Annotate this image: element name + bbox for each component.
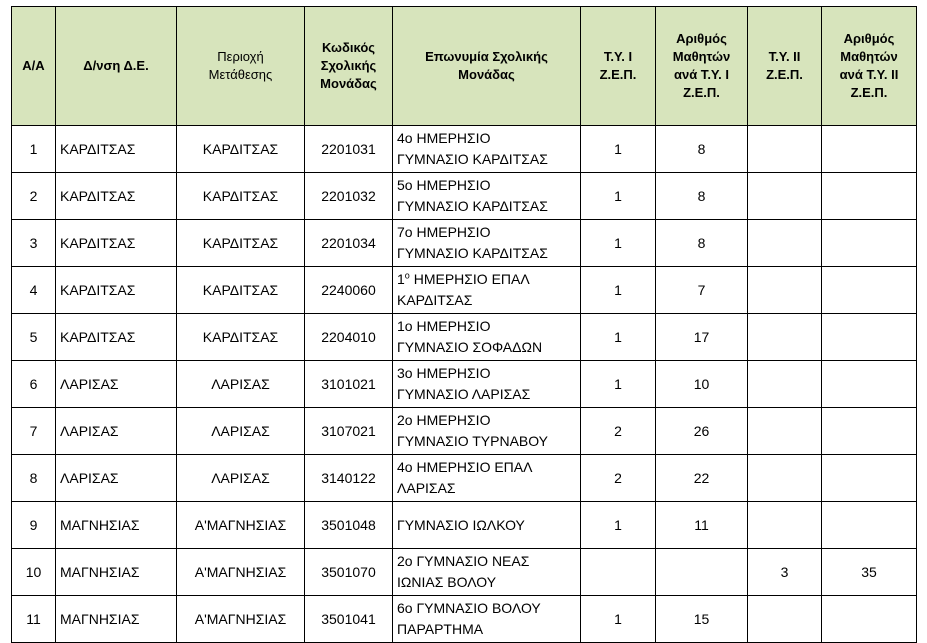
cell-ty1: 1 [581,596,656,643]
header-row [12,7,917,126]
cell-directorate: ΜΑΓΝΗΣΙΑΣ [56,502,177,549]
cell-students2 [822,455,917,502]
cell-code: 2204010 [305,314,393,361]
cell-students2 [822,361,917,408]
cell-aa: 11 [12,596,56,643]
name-line-2: ΛΑΡΙΣΑΣ [397,480,456,496]
cell-students2 [822,267,917,314]
cell-aa: 2 [12,173,56,220]
cell-aa: 10 [12,549,56,596]
table-row [12,455,917,502]
cell-directorate: ΛΑΡΙΣΑΣ [56,361,177,408]
cell-code: 2201034 [305,220,393,267]
header-area: Περιοχή Μετάθεσης [177,7,305,126]
header-ty1: Τ.Υ. Ι Ζ.Ε.Π. [581,7,656,126]
table-row [12,267,917,314]
cell-area: ΛΑΡΙΣΑΣ [177,361,305,408]
cell-students1: 15 [656,596,748,643]
cell-name [393,502,581,549]
cell-ty1: 1 [581,361,656,408]
cell-students1: 26 [656,408,748,455]
cell-ty1: 1 [581,502,656,549]
cell-area: Α'ΜΑΓΝΗΣΙΑΣ [177,596,305,643]
name-line-1: 5ο ΗΜΕΡΗΣΙΟ [397,177,491,193]
cell-code: 2201032 [305,173,393,220]
cell-students1: 8 [656,220,748,267]
cell-ty2 [748,455,822,502]
cell-aa: 8 [12,455,56,502]
name-line-2: ΓΥΜΝΑΣΙΟ ΚΑΡΔΙΤΣΑΣ [397,198,548,214]
cell-ty2: 3 [748,549,822,596]
cell-aa: 1 [12,126,56,173]
name-line-2: ΓΥΜΝΑΣΙΟ ΣΟΦΑΔΩΝ [397,339,543,355]
name-line-1: ΓΥΜΝΑΣΙΟ ΙΩΛΚΟΥ [397,516,525,533]
cell-code: 3501041 [305,596,393,643]
cell-code: 3140122 [305,455,393,502]
cell-directorate: ΜΑΓΝΗΣΙΑΣ [56,549,177,596]
name-line-2: ΙΩΝΙΑΣ ΒΟΛΟΥ [397,574,497,590]
table-row [12,408,917,455]
name-number: 1 [397,271,405,287]
cell-students1 [656,549,748,596]
cell-code: 3501048 [305,502,393,549]
cell-name [393,267,581,314]
cell-ty2 [748,361,822,408]
cell-name [393,596,581,643]
name-line-1: 7ο ΗΜΕΡΗΣΙΟ [397,224,491,240]
name-rest: ΗΜΕΡΗΣΙΟ ΕΠΑΛ [409,271,530,287]
cell-students1: 22 [656,455,748,502]
cell-ty2 [748,408,822,455]
header-ty2: Τ.Υ. ΙΙ Ζ.Ε.Π. [748,7,822,126]
cell-aa: 6 [12,361,56,408]
cell-students1: 7 [656,267,748,314]
cell-directorate: ΛΑΡΙΣΑΣ [56,455,177,502]
header-students1: Αριθμός Μαθητών ανά Τ.Υ. Ι Ζ.Ε.Π. [656,7,748,126]
cell-ty1 [581,549,656,596]
cell-ty2 [748,314,822,361]
cell-ty2 [748,220,822,267]
name-line-2: ΓΥΜΝΑΣΙΟ ΚΑΡΔΙΤΣΑΣ [397,245,548,261]
cell-students1: 8 [656,126,748,173]
cell-ty2 [748,502,822,549]
name-line-2: ΠΑΡΑΡΤΗΜΑ [397,621,484,637]
schools-table [11,6,917,643]
cell-students2 [822,596,917,643]
table-row [12,361,917,408]
table-row [12,549,917,596]
cell-students1: 17 [656,314,748,361]
cell-directorate: ΛΑΡΙΣΑΣ [56,408,177,455]
cell-ty1: 1 [581,126,656,173]
cell-students1: 11 [656,502,748,549]
name-line-1: 3ο ΗΜΕΡΗΣΙΟ [397,365,491,381]
cell-name [393,126,581,173]
cell-ty2 [748,173,822,220]
header-students2: Αριθμός Μαθητών ανά Τ.Υ. ΙΙ Ζ.Ε.Π. [822,7,917,126]
cell-students2 [822,502,917,549]
name-line-1: 2ο ΗΜΕΡΗΣΙΟ [397,412,491,428]
name-line-1 [397,269,576,290]
cell-ty1: 1 [581,173,656,220]
cell-code: 3101021 [305,361,393,408]
cell-name [393,173,581,220]
header-aa: Α/Α [12,7,56,126]
name-superscript: ο [404,270,410,281]
name-line-1: 4ο ΗΜΕΡΗΣΙΟ [397,130,491,146]
cell-students1: 10 [656,361,748,408]
cell-aa: 9 [12,502,56,549]
header-code: Κωδικός Σχολικής Μονάδας [305,7,393,126]
table-row [12,173,917,220]
cell-name [393,455,581,502]
cell-directorate: ΚΑΡΔΙΤΣΑΣ [56,314,177,361]
cell-area: ΚΑΡΔΙΤΣΑΣ [177,220,305,267]
cell-directorate: ΚΑΡΔΙΤΣΑΣ [56,173,177,220]
name-line-2: ΚΑΡΔΙΤΣΑΣ [397,292,473,308]
cell-students1: 8 [656,173,748,220]
cell-area: ΛΑΡΙΣΑΣ [177,408,305,455]
cell-area: ΛΑΡΙΣΑΣ [177,455,305,502]
cell-ty1: 1 [581,220,656,267]
cell-name [393,314,581,361]
name-line-1: 2ο ΓΥΜΝΑΣΙΟ ΝΕΑΣ [397,553,530,569]
cell-students2 [822,126,917,173]
cell-area: ΚΑΡΔΙΤΣΑΣ [177,173,305,220]
cell-students2 [822,408,917,455]
cell-students2 [822,220,917,267]
cell-students2 [822,314,917,361]
table-row [12,314,917,361]
cell-directorate: ΚΑΡΔΙΤΣΑΣ [56,220,177,267]
name-line-1: 6ο ΓΥΜΝΑΣΙΟ ΒΟΛΟΥ [397,600,541,616]
cell-area: Α'ΜΑΓΝΗΣΙΑΣ [177,502,305,549]
cell-ty2 [748,126,822,173]
table-row [12,596,917,643]
cell-code: 3107021 [305,408,393,455]
table-row [12,220,917,267]
header-directorate: Δ/νση Δ.Ε. [56,7,177,126]
name-line-1: 1ο ΗΜΕΡΗΣΙΟ [397,318,491,334]
name-line-1: 4ο ΗΜΕΡΗΣΙΟ ΕΠΑΛ [397,459,533,475]
cell-directorate: ΜΑΓΝΗΣΙΑΣ [56,596,177,643]
cell-name [393,408,581,455]
cell-name [393,220,581,267]
cell-directorate: ΚΑΡΔΙΤΣΑΣ [56,267,177,314]
cell-ty2 [748,267,822,314]
cell-code: 3501070 [305,549,393,596]
name-line-2: ΓΥΜΝΑΣΙΟ ΚΑΡΔΙΤΣΑΣ [397,151,548,167]
cell-aa: 7 [12,408,56,455]
cell-ty1: 1 [581,314,656,361]
cell-ty1: 2 [581,455,656,502]
cell-ty1: 1 [581,267,656,314]
cell-aa: 4 [12,267,56,314]
cell-name [393,549,581,596]
cell-name [393,361,581,408]
table-row [12,126,917,173]
cell-aa: 3 [12,220,56,267]
cell-ty1: 2 [581,408,656,455]
cell-code: 2240060 [305,267,393,314]
cell-area: ΚΑΡΔΙΤΣΑΣ [177,126,305,173]
cell-students2 [822,173,917,220]
name-line-2: ΓΥΜΝΑΣΙΟ ΤΥΡΝΑΒΟΥ [397,433,549,449]
header-name: Επωνυμία Σχολικής Μονάδας [393,7,581,126]
cell-directorate: ΚΑΡΔΙΤΣΑΣ [56,126,177,173]
cell-ty2 [748,596,822,643]
cell-code: 2201031 [305,126,393,173]
table-row [12,502,917,549]
name-line-2: ΓΥΜΝΑΣΙΟ ΛΑΡΙΣΑΣ [397,386,531,402]
cell-area: Α'ΜΑΓΝΗΣΙΑΣ [177,549,305,596]
cell-students2: 35 [822,549,917,596]
cell-area: ΚΑΡΔΙΤΣΑΣ [177,267,305,314]
cell-area: ΚΑΡΔΙΤΣΑΣ [177,314,305,361]
cell-aa: 5 [12,314,56,361]
